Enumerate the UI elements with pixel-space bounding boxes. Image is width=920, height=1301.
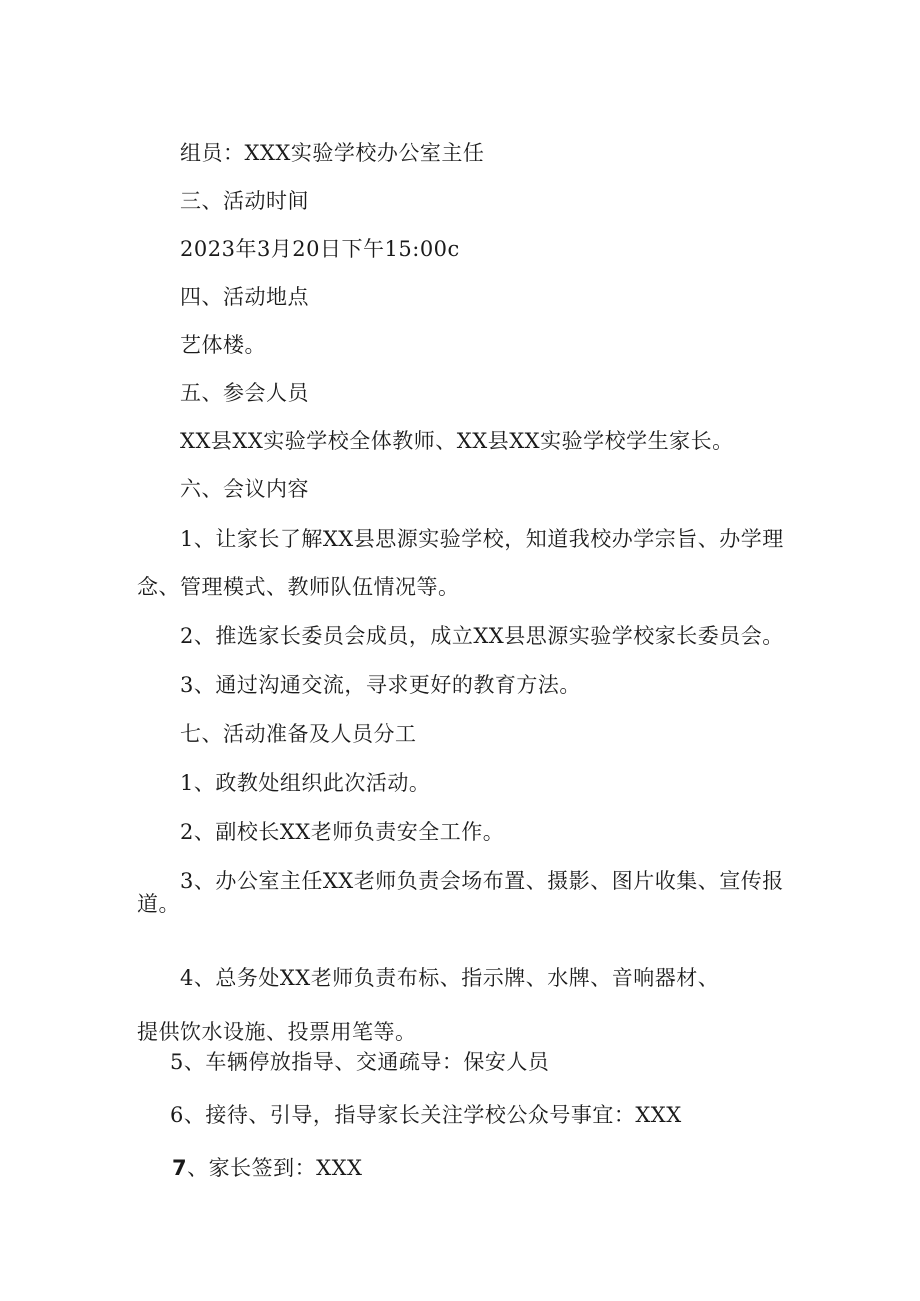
preparation-item-3: 3、办公室主任XX老师负责会场布置、摄影、图片收集、宣传报	[180, 869, 784, 893]
section-heading-time: 三、活动时间	[180, 189, 309, 213]
section-heading-preparation: 七、活动准备及人员分工	[180, 722, 417, 746]
activity-time-text: 2023年3月20日下午15:00c	[180, 237, 460, 261]
section-heading-attendees: 五、参会人员	[180, 381, 309, 405]
activity-location-text: 艺体楼。	[180, 333, 266, 357]
preparation-item-1: 1、政教处组织此次活动。	[180, 771, 431, 795]
item-number: 7	[172, 1156, 188, 1180]
content-item-1: 1、让家长了解XX县思源实验学校，知道我校办学宗旨、办学理	[180, 527, 784, 551]
section-heading-location: 四、活动地点	[180, 285, 309, 309]
preparation-item-3-continued: 道。	[137, 892, 180, 916]
content-item-3: 3、通过沟通交流，寻求更好的教育方法。	[180, 673, 581, 697]
item-text: 、家长签到：XXX	[187, 1156, 363, 1180]
attendees-text: XX县XX实验学校全体教师、XX县XX实验学校学生家长。	[180, 429, 734, 453]
team-member-line: 组员：XXX实验学校办公室主任	[180, 141, 485, 165]
preparation-item-2: 2、副校长XX老师负责安全工作。	[180, 820, 505, 844]
preparation-item-4: 4、总务处XX老师负责布标、指示牌、水牌、音响器材、	[180, 966, 720, 990]
preparation-item-6: 6、接待、引导，指导家长关注学校公众号事宜：XXX	[170, 1103, 682, 1127]
preparation-item-5: 5、车辆停放指导、交通疏导：保安人员	[170, 1050, 550, 1074]
content-item-1-continued: 念、管理模式、教师队伍情况等。	[137, 575, 460, 599]
section-heading-content: 六、会议内容	[180, 477, 309, 501]
content-item-2: 2、推选家长委员会成员，成立XX县思源实验学校家长委员会。	[180, 624, 784, 648]
preparation-item-7	[172, 1154, 362, 1182]
preparation-item-4-continued: 提供饮水设施、投票用笔等。	[137, 1020, 417, 1044]
